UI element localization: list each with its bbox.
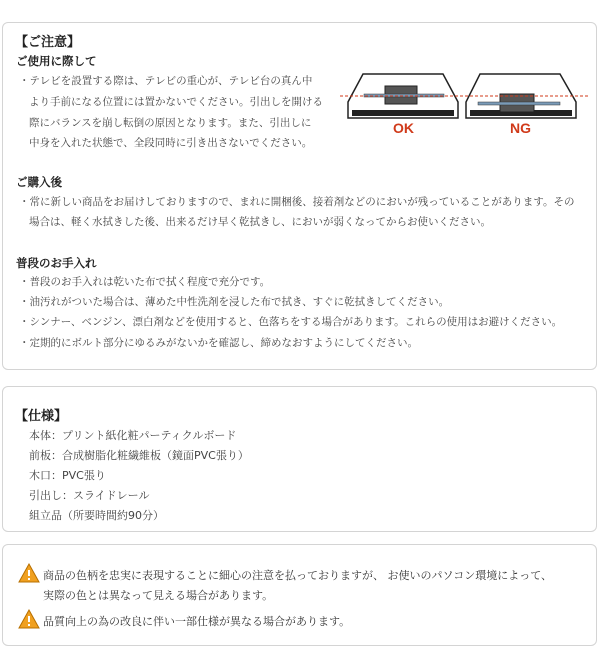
caution-title: 【ご注意】: [15, 35, 81, 50]
ng-label: NG: [510, 120, 531, 136]
spec-line: 本体：プリント紙化粧パーティクルボード: [29, 429, 237, 442]
care-line: ・シンナー、ベンジン、漂白剤などを使用すると、色落ちをする場合があります。これらの使用はお避けください。: [19, 316, 563, 328]
purchase-line: 場合は、軽く水拭きした後、出来るだけ早く乾拭きし、においが弱くなってからお使いください。: [29, 216, 491, 228]
usage-line: 際にバランスを崩し転倒の原因となります。また、引出しに: [29, 117, 312, 129]
notice-line: 商品の色柄を忠実に表現することに細心の注意を払っておりますが、 お使いのパソコン環境によって、: [43, 569, 553, 582]
ok-label: OK: [393, 120, 414, 136]
care-line: ・普段のお手入れは乾いた布で拭く程度で充分です。: [19, 276, 271, 288]
notice-line: 品質向上の為の改良に伴い一部仕様が異なる場合があります。: [43, 615, 351, 628]
purchase-heading: ご購入後: [16, 175, 62, 189]
spec-line: 前板：合成樹脂化粧繊維板（鏡面PVC張り）: [29, 449, 249, 462]
care-line: ・油汚れがついた場合は、薄めた中性洗剤を浸した布で拭き、すぐに乾拭きしてください。: [19, 296, 450, 308]
notice-panel: [2, 544, 597, 646]
warning-icon: [18, 563, 40, 583]
spec-panel: [2, 386, 597, 532]
care-line: ・定期的にボルト部分にゆるみがないかを確認し、締めなおすようにしてください。: [19, 337, 418, 349]
spec-title: 【仕様】: [15, 409, 68, 424]
spec-line: 木口：PVC張り: [29, 469, 106, 482]
usage-line: ・テレビを設置する際は、テレビの重心が、テレビ台の真ん中: [19, 75, 313, 87]
purchase-line: ・常に新しい商品をお届けしておりますので、まれに開梱後、接着剤などのにおいが残っていることがあります。その: [19, 196, 575, 208]
spec-line: 組立品（所要時間約90分）: [29, 509, 164, 522]
notice-line: 実際の色とは異なって見える場合があります。: [43, 589, 274, 602]
warning-icon: [18, 609, 40, 629]
tv-placement-diagram: [340, 70, 590, 122]
care-heading: 普段のお手入れ: [16, 256, 97, 270]
usage-heading: ご使用に際して: [16, 54, 97, 68]
usage-line: より手前になる位置には置かないでください。引出しを開ける: [29, 96, 323, 108]
spec-line: 引出し：スライドレール: [29, 489, 150, 502]
usage-line: 中身を入れた状態で、全段同時に引き出さないでください。: [29, 137, 313, 149]
